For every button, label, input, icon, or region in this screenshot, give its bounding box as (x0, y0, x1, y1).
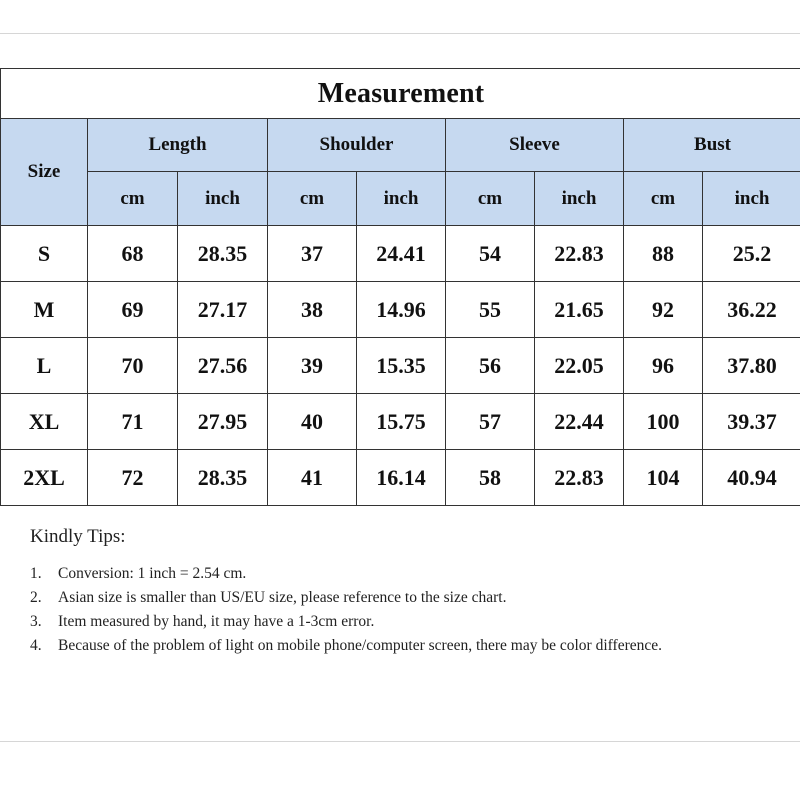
table-cell: 22.05 (535, 338, 624, 394)
tip-item (30, 610, 770, 634)
size-label: XL (1, 394, 88, 450)
table-cell: 39.37 (703, 394, 800, 450)
table-cell: 16.14 (357, 450, 446, 506)
size-chart-table (0, 68, 800, 506)
tip-number: 2. (30, 589, 42, 606)
tips-list (30, 562, 770, 658)
table-cell: 41 (268, 450, 357, 506)
table-cell: 22.83 (535, 450, 624, 506)
group-header-shoulder: Shoulder (268, 119, 446, 172)
table-cell: 28.35 (178, 450, 268, 506)
table-cell: 28.35 (178, 226, 268, 282)
table-cell: 88 (624, 226, 703, 282)
table-cell: 25.2 (703, 226, 800, 282)
table-cell: 22.44 (535, 394, 624, 450)
table-cell: 69 (88, 282, 178, 338)
table-row (1, 282, 800, 338)
table-cell: 92 (624, 282, 703, 338)
group-header-sleeve: Sleeve (446, 119, 624, 172)
table-cell: 21.65 (535, 282, 624, 338)
size-column-header: Size (1, 119, 88, 226)
table-cell: 36.22 (703, 282, 800, 338)
table-cell: 100 (624, 394, 703, 450)
size-label: S (1, 226, 88, 282)
table-cell: 27.95 (178, 394, 268, 450)
unit-header: inch (178, 172, 268, 226)
table-row (1, 450, 800, 506)
unit-header: cm (446, 172, 535, 226)
size-label: M (1, 282, 88, 338)
tips-title: Kindly Tips: (30, 526, 126, 547)
tip-number: 1. (30, 565, 42, 582)
table-row (1, 226, 800, 282)
table-cell: 27.17 (178, 282, 268, 338)
tip-item (30, 562, 770, 586)
top-divider (0, 33, 800, 34)
table-cell: 57 (446, 394, 535, 450)
tip-text: Because of the problem of light on mobile phone/computer screen, there may be color difference. (58, 637, 662, 654)
unit-header: cm (268, 172, 357, 226)
table-cell: 58 (446, 450, 535, 506)
tip-number: 4. (30, 637, 42, 654)
table-cell: 96 (624, 338, 703, 394)
table-cell: 71 (88, 394, 178, 450)
tip-text: Conversion: 1 inch = 2.54 cm. (58, 565, 247, 582)
tip-text: Asian size is smaller than US/EU size, please reference to the size chart. (58, 589, 507, 606)
table-cell: 40 (268, 394, 357, 450)
group-header-length: Length (88, 119, 268, 172)
table-title: Measurement (1, 69, 800, 119)
unit-header: cm (624, 172, 703, 226)
table-cell: 38 (268, 282, 357, 338)
table-cell: 24.41 (357, 226, 446, 282)
table-cell: 27.56 (178, 338, 268, 394)
table-cell: 22.83 (535, 226, 624, 282)
table-cell: 70 (88, 338, 178, 394)
table-cell: 68 (88, 226, 178, 282)
unit-header: inch (535, 172, 624, 226)
unit-header: inch (357, 172, 446, 226)
size-label: 2XL (1, 450, 88, 506)
table-cell: 37 (268, 226, 357, 282)
table-cell: 15.75 (357, 394, 446, 450)
unit-header: cm (88, 172, 178, 226)
tip-number: 3. (30, 613, 42, 630)
table-cell: 54 (446, 226, 535, 282)
unit-header: inch (703, 172, 800, 226)
table-cell: 56 (446, 338, 535, 394)
table-cell: 40.94 (703, 450, 800, 506)
tip-text: Item measured by hand, it may have a 1-3cm error. (58, 613, 375, 630)
tip-item (30, 634, 748, 658)
size-label: L (1, 338, 88, 394)
table-row (1, 394, 800, 450)
table-cell: 72 (88, 450, 178, 506)
table-cell: 14.96 (357, 282, 446, 338)
tip-item (30, 586, 770, 610)
kindly-tips (30, 526, 770, 658)
table-row (1, 338, 800, 394)
table-cell: 37.80 (703, 338, 800, 394)
group-header-bust: Bust (624, 119, 800, 172)
table-cell: 39 (268, 338, 357, 394)
table-cell: 55 (446, 282, 535, 338)
bottom-divider (0, 741, 800, 742)
table-cell: 15.35 (357, 338, 446, 394)
table-cell: 104 (624, 450, 703, 506)
